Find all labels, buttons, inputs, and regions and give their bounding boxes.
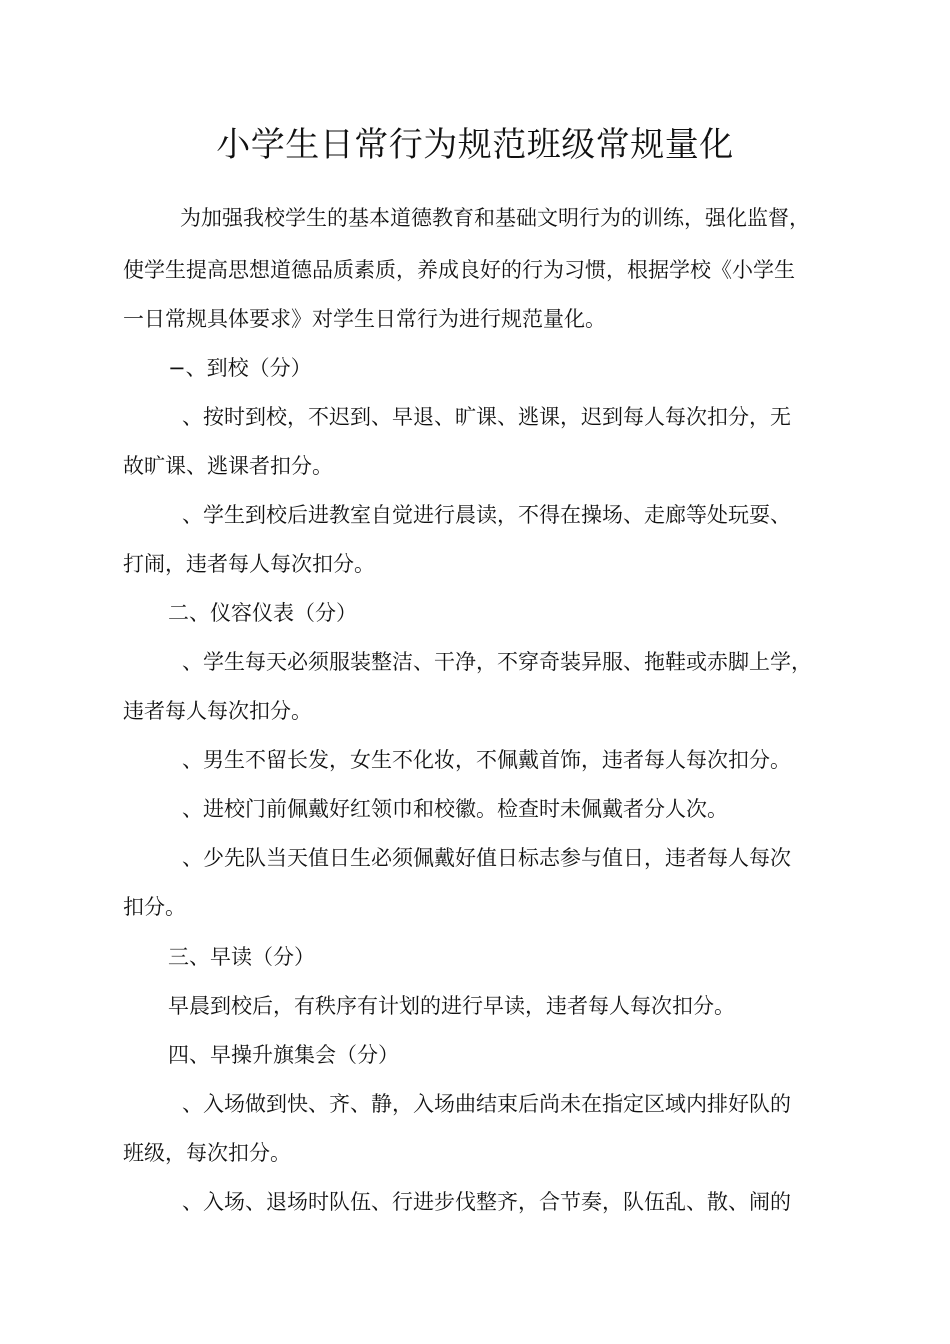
body-line: 、学生到校后进教室自觉进行晨读，不得在操场、走廊等处玩耍、 — [182, 503, 791, 527]
section-heading: −、到校（分） — [168, 356, 312, 380]
body-line: 故旷课、逃课者扣分。 — [123, 454, 333, 478]
body-line: 一日常规具体要求》对学生日常行为进行规范量化。 — [123, 307, 606, 331]
body-line: 、男生不留长发，女生不化妆，不佩戴首饰，违者每人每次扣分。 — [182, 748, 791, 772]
body-line: 班级，每次扣分。 — [123, 1141, 291, 1165]
body-line: 、入场做到快、齐、静，入场曲结束后尚未在指定区域内排好队的 — [182, 1092, 791, 1116]
body-line: 为加强我校学生的基本道德教育和基础文明行为的训练，强化监督， — [180, 206, 810, 230]
body-line: 、入场、退场时队伍、行进步伐整齐，合节奏，队伍乱、散、闹的 — [182, 1190, 791, 1214]
body-line: 打闹，违者每人每次扣分。 — [123, 552, 375, 576]
document-title: 小学生日常行为规范班级常规量化 — [216, 125, 734, 165]
section-heading: 三、早读（分） — [168, 945, 315, 969]
section-heading: 二、仪容仪表（分） — [168, 601, 357, 625]
body-line: 违者每人每次扣分。 — [123, 699, 312, 723]
body-line: 、按时到校，不迟到、早退、旷课、逃课，迟到每人每次扣分，无 — [182, 405, 791, 429]
section-heading: 四、早操升旗集会（分） — [168, 1043, 399, 1067]
body-line: 早晨到校后，有秩序有计划的进行早读，违者每人每次扣分。 — [168, 994, 735, 1018]
body-line: 扣分。 — [123, 895, 186, 919]
body-line: 使学生提高思想道德品质素质，养成良好的行为习惯，根据学校《小学生 — [123, 258, 795, 282]
body-line: 、进校门前佩戴好红领巾和校徽。检查时未佩戴者分人次。 — [182, 797, 728, 821]
body-line: 、少先队当天值日生必须佩戴好值日标志参与值日，违者每人每次 — [182, 846, 791, 870]
body-line: 、学生每天必须服装整洁、干净，不穿奇装异服、拖鞋或赤脚上学， — [182, 650, 812, 674]
